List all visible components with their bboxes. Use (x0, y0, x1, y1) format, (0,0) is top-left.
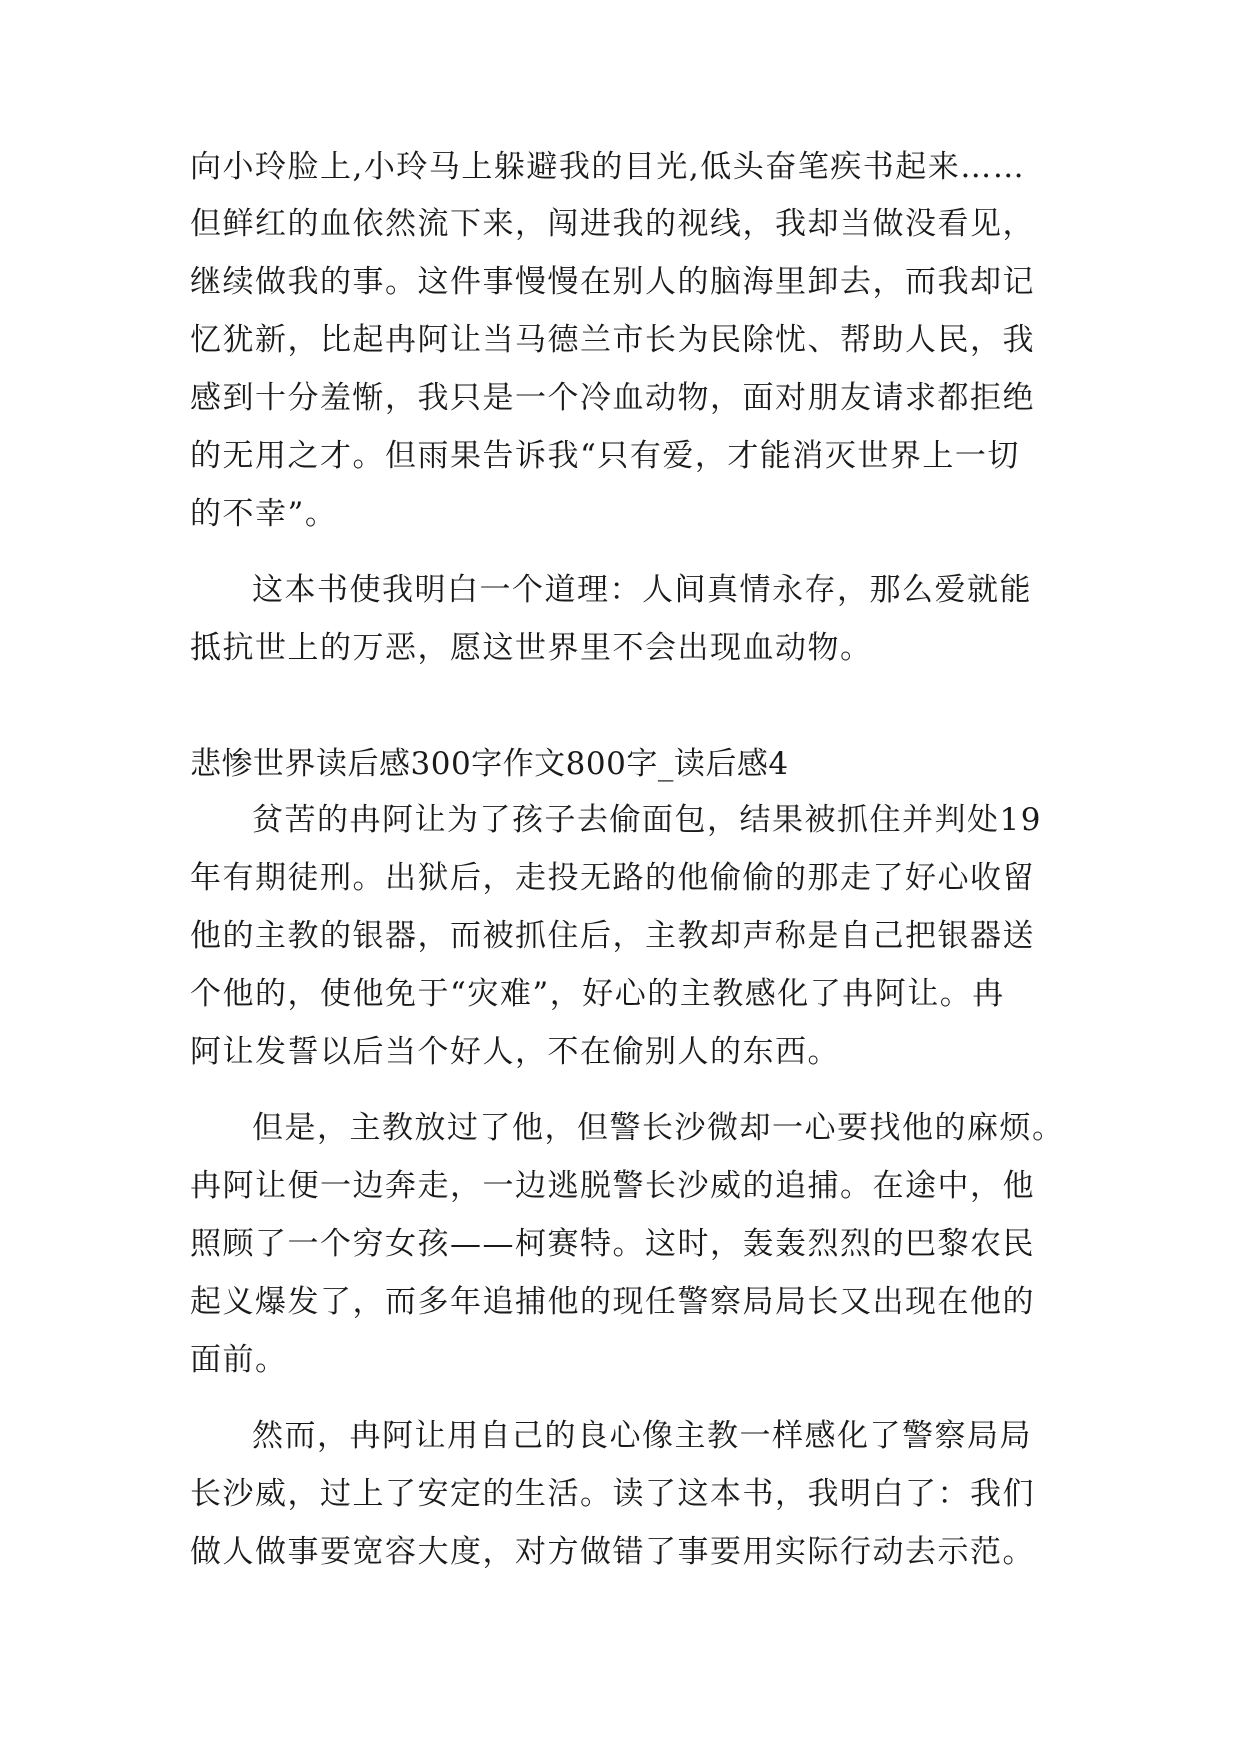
text-line: 继续做我的事。这件事慢慢在别人的脑海里卸去，而我却记 (190, 264, 1035, 300)
text-line: 照顾了一个穷女孩——柯赛特。这时，轰轰烈烈的巴黎农民 (190, 1226, 1035, 1262)
text-line: 感到十分羞惭，我只是一个冷血动物，面对朋友请求都拒绝 (190, 380, 1035, 416)
text-line: 他的主教的银器，而被抓住后，主教却声称是自己把银器送 (190, 918, 1035, 954)
section-heading: 悲惨世界读后感300字作文800字_读后感4 (190, 746, 789, 782)
text-line: 抵抗世上的万恶，愿这世界里不会出现血动物。 (190, 630, 873, 666)
text-line: 面前。 (190, 1342, 288, 1378)
text-line: 忆犹新，比起冉阿让当马德兰市长为民除忧、帮助人民，我 (190, 322, 1035, 358)
paragraph-first-line: 然而，冉阿让用自己的良心像主教一样感化了警察局局 (252, 1418, 1032, 1454)
text-line: 阿让发誓以后当个好人，不在偷别人的东西。 (190, 1034, 840, 1070)
text-line: 的无用之才。但雨果告诉我“只有爱，才能消灭世界上一切 (190, 438, 1020, 474)
text-line: 年有期徒刑。出狱后，走投无路的他偷偷的那走了好心收留 (190, 860, 1035, 896)
text-line: 向小玲脸上,小玲马上躲避我的目光,低头奋笔疾书起来…… (190, 149, 1026, 185)
text-line: 长沙威，过上了安定的生活。读了这本书，我明白了：我们 (190, 1476, 1035, 1512)
paragraph-first-line: 但是，主教放过了他，但警长沙微却一心要找他的麻烦。 (252, 1110, 1065, 1146)
paragraph-first-line: 贫苦的冉阿让为了孩子去偷面包，结果被抓住并判处19 (252, 802, 1042, 838)
text-line: 冉阿让便一边奔走，一边逃脱警长沙威的追捕。在途中，他 (190, 1168, 1035, 1204)
text-line: 个他的，使他免于“灾难”，好心的主教感化了冉阿让。冉 (190, 976, 1005, 1012)
text-line: 起义爆发了，而多年追捕他的现任警察局局长又出现在他的 (190, 1284, 1035, 1320)
text-line: 做人做事要宽容大度，对方做错了事要用实际行动去示范。 (190, 1534, 1035, 1570)
text-line: 但鲜红的血依然流下来，闯进我的视线，我却当做没看见， (190, 206, 1035, 242)
text-line: 的不幸”。 (190, 496, 338, 532)
paragraph-first-line: 这本书使我明白一个道理：人间真情永存，那么爱就能 (252, 572, 1032, 608)
